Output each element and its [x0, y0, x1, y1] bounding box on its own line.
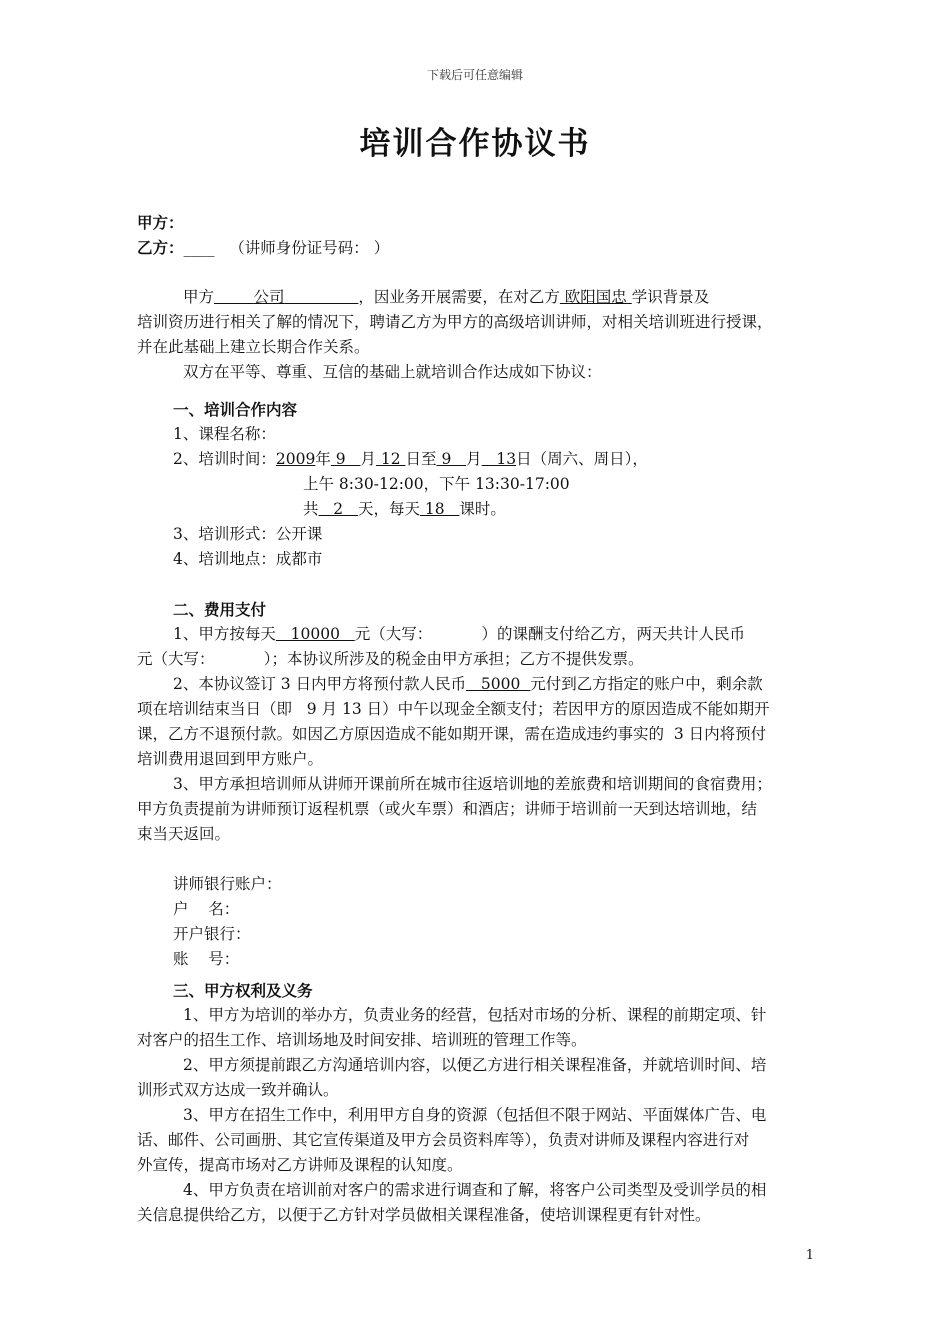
fee-paragraph-1-line2: 元（大写： ）；本协议所涉及的税金由甲方承担；乙方不提供发票。: [137, 650, 644, 668]
intro-mid: ，因业务开展需要，在对乙方: [358, 288, 560, 306]
section2-heading: 二、费用支付: [173, 600, 267, 619]
section3-heading: 三、甲方权利及义务: [173, 981, 313, 1000]
company-blank: [214, 288, 253, 306]
bank-account-name: 户 名：: [173, 900, 240, 918]
time-year-unit: 年: [315, 450, 331, 468]
prepay-rest: 元付到乙方指定的账户中，剩余款: [530, 675, 763, 693]
course-name: 1、课程名称：: [173, 425, 276, 443]
document-title: 培训合作协议书: [359, 126, 591, 162]
intro-paragraph-2: 双方在平等、尊重、互信的基础上就培训合作达成如下协议：: [183, 363, 602, 381]
party-b-id-note: （讲师身份证号码： ）: [229, 239, 390, 257]
hours-end: 课时。: [459, 500, 506, 518]
hours-value: 18: [419, 500, 460, 518]
time-end: 日（周六、周日），: [516, 450, 648, 468]
company-word: 公司: [253, 288, 285, 306]
time-month-1: 9: [330, 450, 361, 468]
time-month-unit-2: 月: [466, 450, 482, 468]
time-to: 日至: [405, 450, 437, 468]
rights-paragraph-1-line2: 对客户的招生工作、培训场地及时间安排、培训班的管理工作等。: [137, 1031, 587, 1049]
time-year: 2009: [275, 450, 316, 468]
fee-paragraph-3-line3: 束当天返回。: [137, 825, 231, 843]
document-body: [137, 210, 817, 1228]
days-value: 2: [318, 500, 358, 518]
training-hours: 上午 8:30-12:00，下午 13:30-17:00: [303, 475, 570, 493]
fee-paragraph-1-line1: [137, 622, 817, 647]
training-time: [137, 447, 817, 472]
prepay-amount: 5000: [466, 675, 531, 693]
time-day-2: 13: [481, 450, 517, 468]
prepay-label: 2、本协议签订 3 日内甲方将预付款人民币: [173, 675, 467, 693]
time-label: 2、培训时间：: [173, 450, 276, 468]
intro-paragraph-line1: [137, 285, 817, 310]
rights-paragraph-3-line3: 外宣传，提高市场对乙方讲师及课程的认知度。: [137, 1156, 463, 1174]
time-month-2: 9: [436, 450, 467, 468]
party-a-label: 甲方：: [137, 213, 184, 232]
header-note: 下载后可任意编辑: [426, 68, 523, 82]
lecturer-name: 欧阳国忠: [559, 288, 632, 306]
rights-paragraph-4-line1: 4、甲方负责在培训前对客户的需求进行调查和了解，将客户公司类型及受训学员的相: [183, 1181, 767, 1199]
time-day-1: 12: [375, 450, 406, 468]
training-form: 3、培训形式：公开课: [173, 525, 323, 543]
fee-paragraph-2-line3: 课，乙方不退预付款。如因乙方原因造成不能如期开课，需在造成违约事实的 3 日内将预付: [137, 725, 767, 743]
bank-account-number: 账 号：: [173, 950, 240, 968]
days-mid: 天，每天: [357, 500, 420, 518]
fee-paragraph-2-line4: 培训费用退回到甲方账户。: [137, 750, 324, 768]
bank-name: 开户银行：: [173, 925, 251, 943]
fee-daily-amount: 10000: [275, 625, 355, 643]
rights-paragraph-4-line2: 关信息提供给乙方，以便于乙方针对学员做相关课程准备，使培训课程更有针对性。: [137, 1206, 711, 1224]
party-b-blank: ____: [183, 239, 215, 257]
fee-daily-rest: 元（大写： ）的课酬支付给乙方，两天共计人民币: [354, 625, 746, 643]
fee-paragraph-2-line1: [137, 672, 817, 697]
rights-paragraph-1-line1: 1、甲方为培训的举办方，负责业务的经营，包括对市场的分析、课程的前期定项、针: [183, 1006, 767, 1024]
rights-paragraph-2-line2: 训形式双方达成一致并确认。: [137, 1081, 339, 1099]
days-prefix: 共: [303, 500, 319, 518]
intro-start: 甲方: [183, 288, 215, 306]
intro-paragraph-line3: 并在此基础上建立长期合作关系。: [137, 338, 370, 356]
section1-heading: 一、培训合作内容: [173, 400, 298, 419]
rights-paragraph-2-line1: 2、甲方须提前跟乙方沟通培训内容，以便乙方进行相关课程准备，并就培训时间、培: [183, 1056, 767, 1074]
rights-paragraph-3-line2: 话、邮件、公司画册、其它宣传渠道及甲方会员资料库等），负责对讲师及课程内容进行对: [137, 1131, 750, 1149]
training-place: 4、培训地点：成都市: [173, 550, 323, 568]
fee-paragraph-3-line2: 甲方负责提前为讲师预订返程机票（或火车票）和酒店；讲师于培训前一天到达培训地，结: [137, 800, 758, 818]
intro-paragraph-line2: 培训资历进行相关了解的情况下，聘请乙方为甲方的高级培训讲师，对相关培训班进行授课，: [137, 313, 773, 331]
party-b-label: 乙方：: [137, 238, 184, 257]
fee-paragraph-3-line1: 3、甲方承担培训师从讲师开课前所在城市往返培训地的差旅费和培训期间的食宿费用；: [173, 775, 772, 793]
fee-daily-label: 1、甲方按每天: [173, 625, 276, 643]
fee-paragraph-2-line2: 项在培训结束当日（即 9 月 13 日）中午以现金全额支付；若因甲方的原因造成不能如期开: [137, 700, 770, 718]
time-month-unit: 月: [360, 450, 376, 468]
intro-end: 学识背景及: [631, 288, 710, 306]
rights-paragraph-3-line1: 3、甲方在招生工作中，利用甲方自身的资源（包括但不限于网站、平面媒体广告、电: [183, 1106, 767, 1124]
bank-heading: 讲师银行账户：: [173, 875, 282, 893]
training-days: [137, 497, 817, 522]
company-blank-2: [284, 288, 358, 306]
party-b-line: [137, 235, 817, 260]
page-number: 1: [805, 1248, 814, 1263]
